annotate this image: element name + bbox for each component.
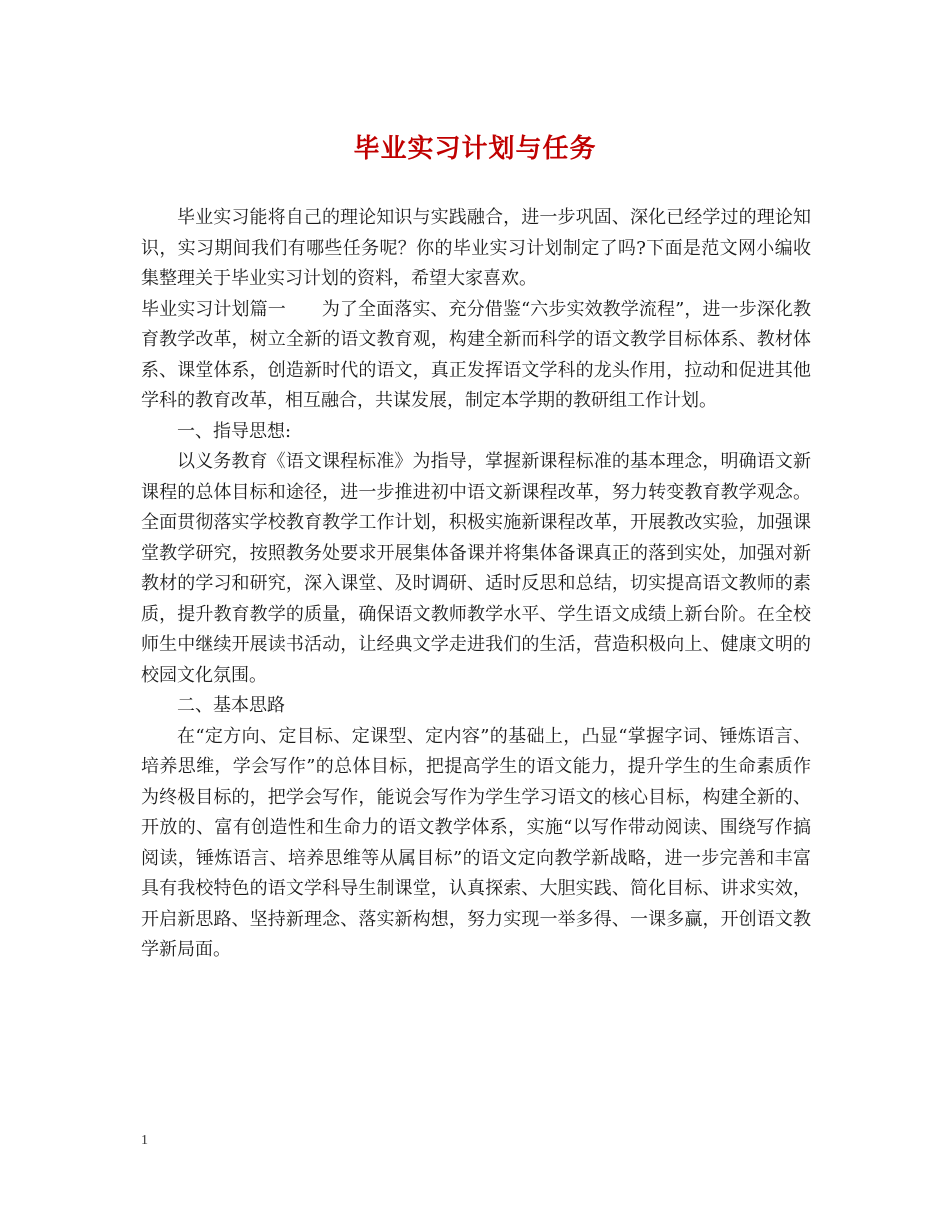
section2-heading: 二、基本思路	[177, 695, 285, 716]
page-number: 1	[141, 1133, 148, 1148]
plan-label: 毕业实习计划篇一	[141, 298, 286, 320]
section1-heading: 一、指导思想:	[177, 420, 292, 442]
plan-intro-text: 为了全面落实、充分借鉴“六步实效教学流程”，进一步深化教育教学改革，树立全新的语文教育观，构建全新而科学的语文教学目标体系、教材体系、课堂体系，创造新时代的语文，真正发挥语文学科的龙头作用，拉动和促进其他学科的教育改革，相互融合，共谋发展，制定本学期的教研组工作计划。	[141, 298, 812, 411]
document-body	[141, 203, 811, 966]
section2-paragraph: 在“定方向、定目标、定课型、定内容”的基础上，凸显“掌握字词、锤炼语言、培养思维，学会写作”的总体目标，把提高学生的语文能力，提升学生的生命素质作为终极目标的，把学会写作，能说会写作为学生学习语文的核心目标，构建全新的、开放的、富有创造性和生命力的语文教学体系，实施“以写作带动阅读、围绕写作搞阅读，锤炼语言、培养思维等从属目标”的语文定向教学新战略，进一步完善和丰富具有我校特色的语文学科导生制课堂，认真探索、大胆实践、简化目标、讲求实效，开启新思路、坚持新理念、落实新构想，努力实现一举多得、一课多赢，开创语文教学新局面。	[141, 725, 811, 960]
page-title: 毕业实习计划与任务	[353, 134, 597, 164]
plan-paragraph	[141, 295, 811, 417]
intro-paragraph: 毕业实习能将自己的理论知识与实践融合，进一步巩固、深化已经学过的理论知识，实习期间我们有哪些任务呢？你的毕业实习计划制定了吗?下面是范文网小编收集整理关于毕业实习计划的资料，希望大家喜欢。	[141, 207, 811, 289]
section1-paragraph: 以义务教育《语文课程标准》为指导，掌握新课程标准的基本理念，明确语文新课程的总体目标和途径，进一步推进初中语文新课程改革，努力转变教育教学观念。全面贯彻落实学校教育教学工作计划，积极实施新课程改革，开展教改实验，加强课堂教学研究，按照教务处要求开展集体备课并将集体备课真正的落到实处，加强对新教材的学习和研究，深入课堂、及时调研、适时反思和总结，切实提高语文教师的素质，提升教育教学的质量，确保语文教师教学水平、学生语文成绩上新台阶。在全校师生中继续开展读书活动，让经典文学走进我们的生活，营造积极向上、健康文明的校园文化氛围。	[141, 451, 811, 686]
